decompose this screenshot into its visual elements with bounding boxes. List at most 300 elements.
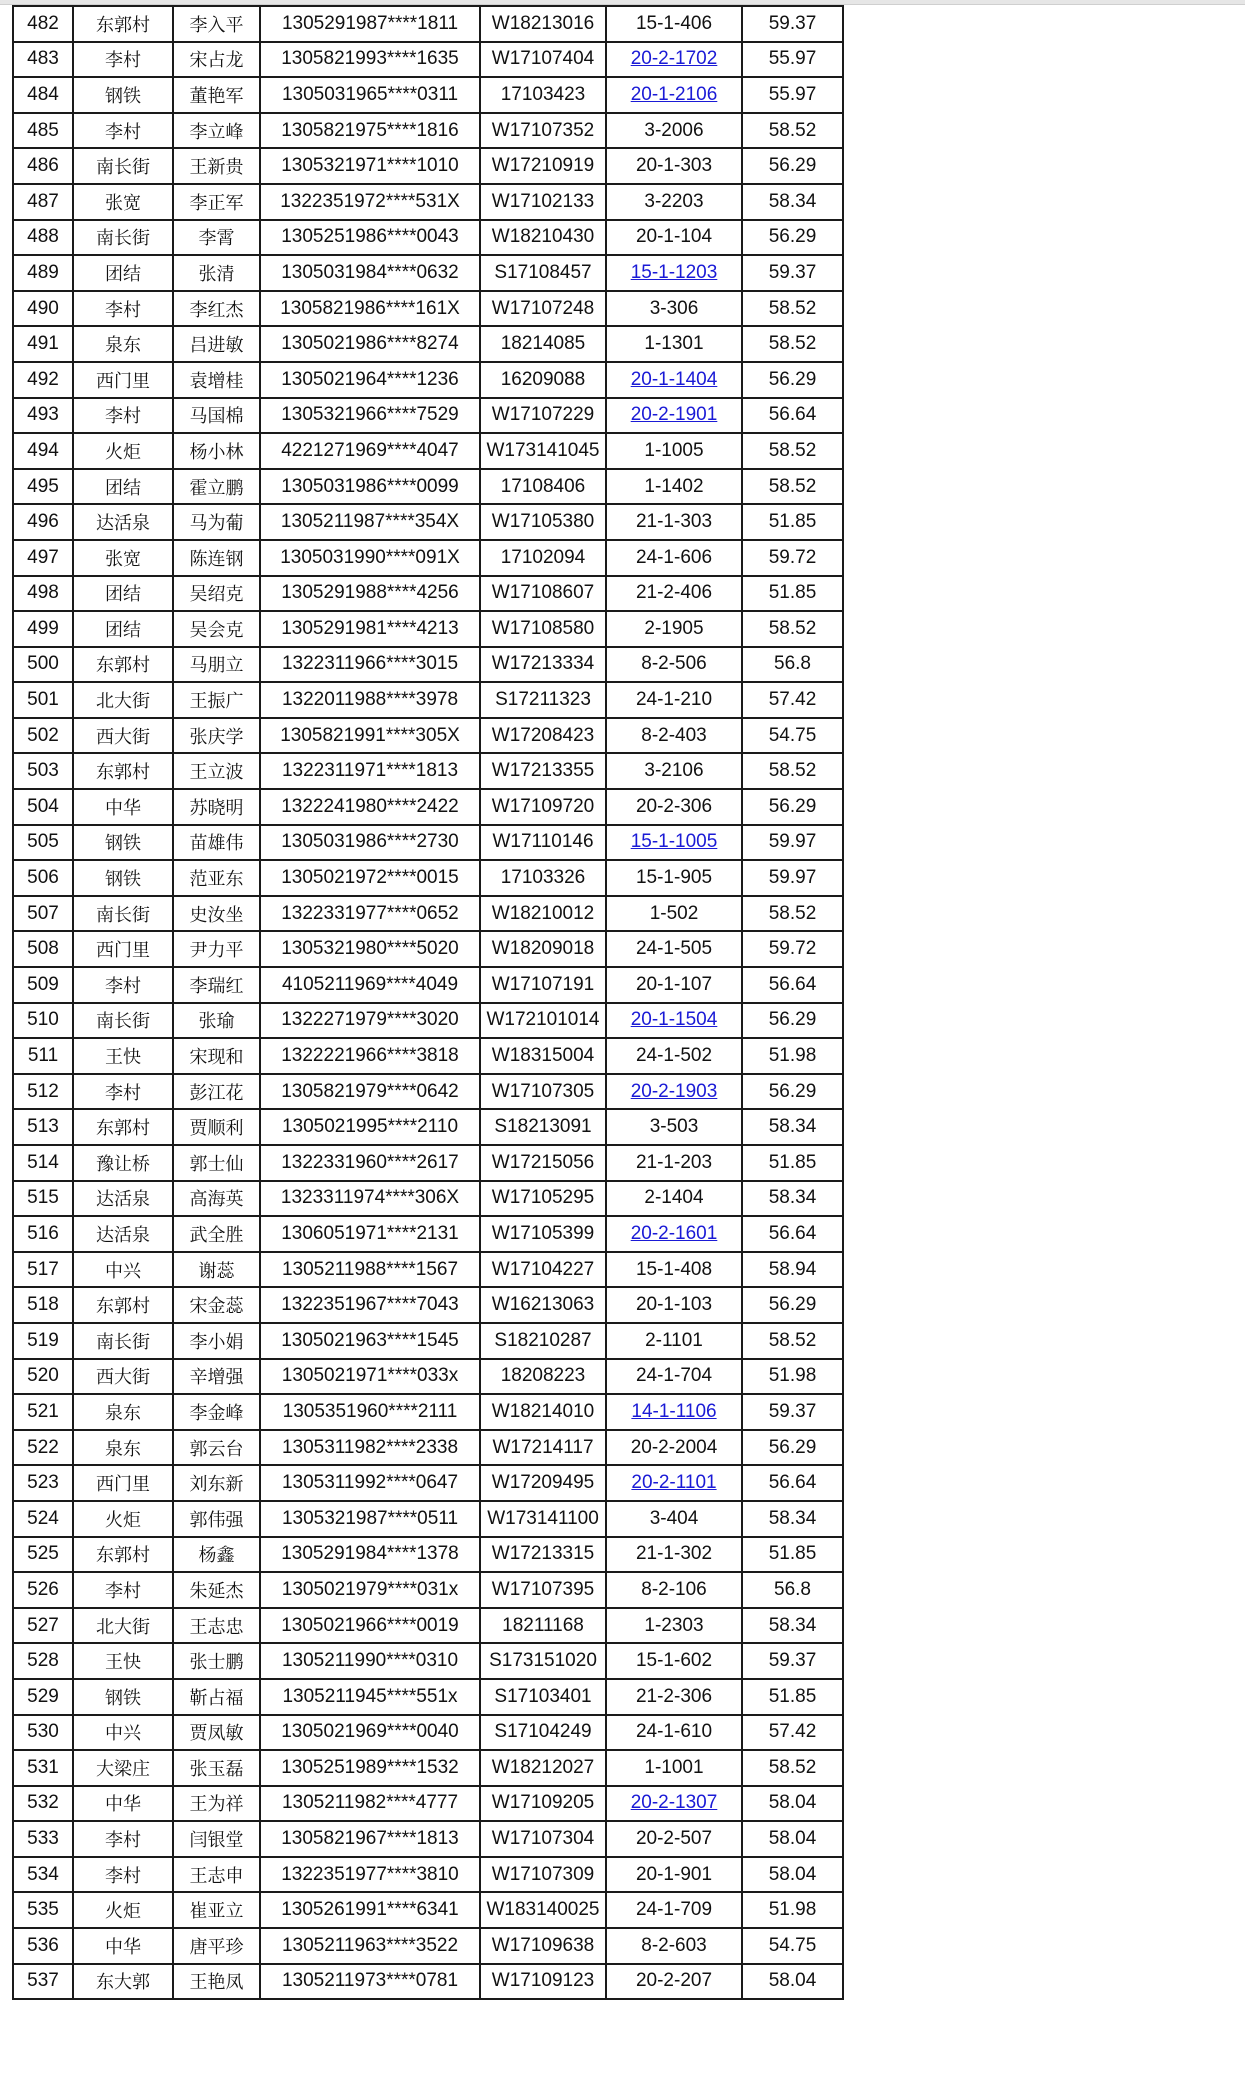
cell-name: 郭云台 [173,1430,260,1466]
table-row [13,718,843,754]
cell-area: 54.75 [742,1928,843,1964]
cell-code: W17213315 [480,1537,606,1573]
cell-code: W17107305 [480,1074,606,1110]
cell-village: 李村 [73,291,173,327]
cell-number: 521 [13,1394,73,1430]
cell-name: 史汝坐 [173,896,260,932]
cell-id-number: 1322241980****2422 [260,789,480,825]
cell-area: 59.72 [742,540,843,576]
cell-number: 501 [13,682,73,718]
cell-village: 东郭村 [73,753,173,789]
cell-name: 辛增强 [173,1359,260,1395]
table-row [13,1287,843,1323]
cell-number: 525 [13,1537,73,1573]
cell-village: 北大街 [73,682,173,718]
cell-code: S17108457 [480,255,606,291]
cell-id-number: 1305291988****4256 [260,576,480,612]
cell-area: 59.37 [742,1394,843,1430]
cell-id-number: 1322351967****7043 [260,1287,480,1323]
cell-village: 火炬 [73,1892,173,1928]
cell-number: 514 [13,1145,73,1181]
table-row [13,1892,843,1928]
cell-code: 17103326 [480,860,606,896]
table-row [13,504,843,540]
cell-name: 王为祥 [173,1786,260,1822]
cell-room: 3-2006 [606,113,742,149]
table-row [13,1608,843,1644]
cell-room: 20-2-207 [606,1964,742,2000]
cell-id-number: 1305021964****1236 [260,362,480,398]
cell-area: 58.34 [742,1109,843,1145]
cell-id-number: 4221271969****4047 [260,433,480,469]
cell-room: 24-1-709 [606,1892,742,1928]
cell-village: 钢铁 [73,860,173,896]
table-row [13,6,843,42]
cell-name: 郭伟强 [173,1501,260,1537]
cell-code: W17105380 [480,504,606,540]
cell-id-number: 1305211988****1567 [260,1252,480,1288]
cell-code: W18315004 [480,1038,606,1074]
cell-name: 陈连钢 [173,540,260,576]
cell-number: 531 [13,1750,73,1786]
cell-room [606,1394,742,1430]
cell-room: 3-306 [606,291,742,327]
cell-code: S18213091 [480,1109,606,1145]
cell-area: 58.52 [742,1750,843,1786]
cell-code: W17109638 [480,1928,606,1964]
table-row [13,77,843,113]
room-link[interactable]: 15-1-1005 [630,831,718,853]
cell-room: 2-1905 [606,611,742,647]
cell-name: 霍立鹏 [173,469,260,505]
room-link[interactable]: 20-2-1101 [631,1472,717,1494]
cell-village: 火炬 [73,433,173,469]
cell-village: 东郭村 [73,6,173,42]
cell-number: 512 [13,1074,73,1110]
cell-area: 58.34 [742,184,843,220]
cell-number: 503 [13,753,73,789]
cell-id-number: 1322311971****1813 [260,753,480,789]
cell-area: 56.64 [742,398,843,434]
cell-village: 团结 [73,255,173,291]
cell-code: W18212027 [480,1750,606,1786]
cell-number: 495 [13,469,73,505]
cell-room: 15-1-602 [606,1643,742,1679]
cell-id-number: 1305031990****091X [260,540,480,576]
cell-number: 506 [13,860,73,896]
cell-id-number: 1305321966****7529 [260,398,480,434]
cell-id-number: 1305251986****0043 [260,220,480,256]
cell-id-number: 1305291984****1378 [260,1537,480,1573]
cell-number: 519 [13,1323,73,1359]
cell-name: 吴绍克 [173,576,260,612]
table-row [13,1074,843,1110]
room-link[interactable]: 20-2-1307 [630,1792,718,1814]
cell-name: 闫银堂 [173,1821,260,1857]
cell-room: 2-1404 [606,1181,742,1217]
cell-room: 1-2303 [606,1608,742,1644]
cell-area: 59.37 [742,6,843,42]
cell-village: 李村 [73,42,173,78]
cell-name: 李瑞红 [173,967,260,1003]
cell-number: 505 [13,825,73,861]
table-row [13,1572,843,1608]
cell-id-number: 1305821986****161X [260,291,480,327]
cell-village: 东郭村 [73,1287,173,1323]
cell-name: 谢蕊 [173,1252,260,1288]
cell-id-number: 1322011988****3978 [260,682,480,718]
cell-area: 58.52 [742,896,843,932]
cell-room: 15-1-905 [606,860,742,896]
cell-name: 张清 [173,255,260,291]
cell-village: 李村 [73,1074,173,1110]
cell-room: 21-1-302 [606,1537,742,1573]
cell-village: 李村 [73,967,173,1003]
cell-code: W17102133 [480,184,606,220]
cell-name: 王立波 [173,753,260,789]
cell-code: W17107248 [480,291,606,327]
cell-code: 18214085 [480,326,606,362]
table-row [13,1679,843,1715]
cell-code: W17107352 [480,113,606,149]
cell-id-number: 1305311982****2338 [260,1430,480,1466]
table-row [13,1038,843,1074]
cell-id-number: 1305031965****0311 [260,77,480,113]
cell-id-number: 1322311966****3015 [260,647,480,683]
cell-village: 中兴 [73,1715,173,1751]
cell-code: W17107309 [480,1857,606,1893]
table-row [13,611,843,647]
cell-village: 西大街 [73,1359,173,1395]
cell-area: 57.42 [742,682,843,718]
cell-room: 20-1-107 [606,967,742,1003]
cell-id-number: 1322271979****3020 [260,1003,480,1039]
cell-number: 528 [13,1643,73,1679]
cell-code: W172101014 [480,1003,606,1039]
cell-village: 南长街 [73,220,173,256]
cell-number: 482 [13,6,73,42]
table-row [13,42,843,78]
cell-area: 56.29 [742,1003,843,1039]
cell-number: 486 [13,148,73,184]
cell-id-number: 1305021986****8274 [260,326,480,362]
table-row [13,896,843,932]
cell-area: 58.94 [742,1252,843,1288]
cell-code: 18208223 [480,1359,606,1395]
table-row [13,789,843,825]
cell-number: 499 [13,611,73,647]
cell-number: 490 [13,291,73,327]
cell-area: 51.85 [742,1145,843,1181]
table-row [13,1359,843,1395]
room-link[interactable]: 20-1-1504 [630,1009,718,1031]
cell-area: 59.37 [742,255,843,291]
cell-id-number: 1305021969****0040 [260,1715,480,1751]
cell-id-number: 1305821993****1635 [260,42,480,78]
cell-number: 511 [13,1038,73,1074]
table-row [13,931,843,967]
cell-number: 500 [13,647,73,683]
cell-id-number: 1305211945****551x [260,1679,480,1715]
cell-room: 20-2-2004 [606,1430,742,1466]
cell-number: 523 [13,1465,73,1501]
cell-id-number: 1322331960****2617 [260,1145,480,1181]
cell-id-number: 1322221966****3818 [260,1038,480,1074]
cell-area: 51.85 [742,1537,843,1573]
cell-village: 大梁庄 [73,1750,173,1786]
cell-name: 范亚东 [173,860,260,896]
cell-area: 56.29 [742,362,843,398]
room-link[interactable]: 20-1-1404 [630,368,718,390]
cell-name: 袁增桂 [173,362,260,398]
cell-id-number: 1305821975****1816 [260,113,480,149]
cell-number: 487 [13,184,73,220]
cell-village: 西大街 [73,718,173,754]
cell-area: 51.85 [742,504,843,540]
cell-name: 吴会克 [173,611,260,647]
cell-area: 58.04 [742,1821,843,1857]
cell-id-number: 1305021966****0019 [260,1608,480,1644]
cell-area: 54.75 [742,718,843,754]
cell-id-number: 1322331977****0652 [260,896,480,932]
table-row [13,1216,843,1252]
table-row [13,291,843,327]
cell-number: 492 [13,362,73,398]
cell-id-number: 1305291987****1811 [260,6,480,42]
cell-village: 达活泉 [73,1216,173,1252]
cell-room: 1-1301 [606,326,742,362]
cell-name: 王志忠 [173,1608,260,1644]
cell-area: 59.72 [742,931,843,967]
cell-area: 59.97 [742,825,843,861]
cell-id-number: 1305211982****4777 [260,1786,480,1822]
cell-number: 489 [13,255,73,291]
table-row [13,1465,843,1501]
cell-room: 20-1-303 [606,148,742,184]
cell-code: S17211323 [480,682,606,718]
cell-area: 58.34 [742,1608,843,1644]
cell-number: 517 [13,1252,73,1288]
cell-number: 516 [13,1216,73,1252]
table-row [13,1964,843,2000]
table-row [13,682,843,718]
cell-area: 59.97 [742,860,843,896]
cell-name: 杨小林 [173,433,260,469]
cell-area: 58.34 [742,1501,843,1537]
cell-room: 20-1-901 [606,1857,742,1893]
cell-area: 58.04 [742,1857,843,1893]
cell-name: 靳占福 [173,1679,260,1715]
cell-village: 豫让桥 [73,1145,173,1181]
cell-code: S17104249 [480,1715,606,1751]
cell-name: 贾顺利 [173,1109,260,1145]
cell-room: 24-1-606 [606,540,742,576]
cell-code: W183140025 [480,1892,606,1928]
cell-room: 24-1-502 [606,1038,742,1074]
cell-code: W173141100 [480,1501,606,1537]
cell-number: 497 [13,540,73,576]
cell-village: 东大郭 [73,1964,173,2000]
cell-code: W17210919 [480,148,606,184]
cell-code: W17105295 [480,1181,606,1217]
room-link[interactable]: 20-2-1702 [630,48,718,70]
table-row [13,1643,843,1679]
cell-village: 团结 [73,576,173,612]
cell-number: 518 [13,1287,73,1323]
cell-number: 507 [13,896,73,932]
cell-number: 508 [13,931,73,967]
cell-area: 58.34 [742,1181,843,1217]
cell-name: 苗雄伟 [173,825,260,861]
cell-code: W17107404 [480,42,606,78]
cell-code: 16209088 [480,362,606,398]
cell-village: 中华 [73,1786,173,1822]
cell-id-number: 1305821967****1813 [260,1821,480,1857]
cell-room: 24-1-505 [606,931,742,967]
cell-village: 团结 [73,611,173,647]
cell-room [606,77,742,113]
cell-room: 21-2-306 [606,1679,742,1715]
cell-code: W17209495 [480,1465,606,1501]
cell-code: 17108406 [480,469,606,505]
cell-number: 530 [13,1715,73,1751]
cell-room: 1-1005 [606,433,742,469]
cell-number: 491 [13,326,73,362]
cell-area: 56.29 [742,148,843,184]
room-link[interactable]: 20-2-1601 [630,1222,718,1244]
cell-name: 武全胜 [173,1216,260,1252]
cell-id-number: 1305321987****0511 [260,1501,480,1537]
cell-room: 3-404 [606,1501,742,1537]
cell-room: 3-2106 [606,753,742,789]
cell-village: 东郭村 [73,647,173,683]
cell-village: 李村 [73,113,173,149]
cell-id-number: 1305821979****0642 [260,1074,480,1110]
cell-area: 56.8 [742,647,843,683]
cell-name: 宋金蕊 [173,1287,260,1323]
cell-name: 宋现和 [173,1038,260,1074]
table-row [13,1145,843,1181]
cell-number: 536 [13,1928,73,1964]
cell-id-number: 1305021971****033x [260,1359,480,1395]
table-row [13,1323,843,1359]
cell-name: 李小娟 [173,1323,260,1359]
cell-village: 东郭村 [73,1109,173,1145]
cell-number: 496 [13,504,73,540]
cell-village: 火炬 [73,1501,173,1537]
cell-id-number: 1305311992****0647 [260,1465,480,1501]
cell-number: 509 [13,967,73,1003]
cell-room [606,42,742,78]
cell-number: 534 [13,1857,73,1893]
cell-id-number: 1322351977****3810 [260,1857,480,1893]
cell-name: 李立峰 [173,113,260,149]
cell-id-number: 1305031986****0099 [260,469,480,505]
cell-number: 532 [13,1786,73,1822]
cell-room [606,255,742,291]
table-row [13,1181,843,1217]
cell-number: 493 [13,398,73,434]
cell-name: 马为葡 [173,504,260,540]
cell-name: 崔亚立 [173,1892,260,1928]
cell-code: W17213334 [480,647,606,683]
cell-code: W17109205 [480,1786,606,1822]
cell-area: 58.04 [742,1964,843,2000]
cell-village: 李村 [73,1572,173,1608]
cell-code: W17109123 [480,1964,606,2000]
cell-number: 488 [13,220,73,256]
cell-village: 南长街 [73,148,173,184]
table-row [13,220,843,256]
cell-id-number: 1305021995****2110 [260,1109,480,1145]
cell-village: 张宽 [73,184,173,220]
cell-name: 高海英 [173,1181,260,1217]
table-row [13,1715,843,1751]
cell-code: W17107191 [480,967,606,1003]
cell-village: 西门里 [73,931,173,967]
room-link[interactable]: 20-2-1903 [630,1080,718,1102]
cell-number: 494 [13,433,73,469]
table-row [13,433,843,469]
cell-area: 56.64 [742,1465,843,1501]
cell-room: 8-2-506 [606,647,742,683]
cell-name: 彭江花 [173,1074,260,1110]
cell-area: 58.52 [742,113,843,149]
room-link[interactable]: 20-2-1901 [630,404,718,426]
cell-area: 51.98 [742,1892,843,1928]
table-row [13,326,843,362]
cell-village: 中兴 [73,1252,173,1288]
cell-name: 李红杰 [173,291,260,327]
cell-area: 56.8 [742,1572,843,1608]
cell-code: W18213016 [480,6,606,42]
cell-id-number: 1322351972****531X [260,184,480,220]
cell-id-number: 1305021979****031x [260,1572,480,1608]
cell-name: 王艳凤 [173,1964,260,2000]
table-row [13,1430,843,1466]
cell-name: 张士鹏 [173,1643,260,1679]
table-row [13,1003,843,1039]
room-link[interactable]: 15-1-1203 [630,261,718,283]
table-row [13,1252,843,1288]
cell-code: W17107395 [480,1572,606,1608]
room-link[interactable]: 14-1-1106 [631,1400,717,1422]
table-row [13,860,843,896]
cell-id-number: 1305261991****6341 [260,1892,480,1928]
cell-area: 51.98 [742,1359,843,1395]
cell-name: 尹力平 [173,931,260,967]
cell-area: 58.52 [742,611,843,647]
cell-village: 张宽 [73,540,173,576]
cell-room: 15-1-406 [606,6,742,42]
cell-room: 15-1-408 [606,1252,742,1288]
cell-area: 56.64 [742,1216,843,1252]
cell-village: 钢铁 [73,825,173,861]
room-link[interactable]: 20-1-2106 [630,83,718,105]
cell-area: 56.29 [742,220,843,256]
cell-name: 吕进敏 [173,326,260,362]
cell-number: 504 [13,789,73,825]
cell-id-number: 1305291981****4213 [260,611,480,647]
cell-id-number: 1305351960****2111 [260,1394,480,1430]
cell-number: 513 [13,1109,73,1145]
cell-room: 1-1402 [606,469,742,505]
cell-area: 56.29 [742,789,843,825]
cell-number: 485 [13,113,73,149]
cell-code: W17214117 [480,1430,606,1466]
cell-code: W17107304 [480,1821,606,1857]
cell-number: 498 [13,576,73,612]
